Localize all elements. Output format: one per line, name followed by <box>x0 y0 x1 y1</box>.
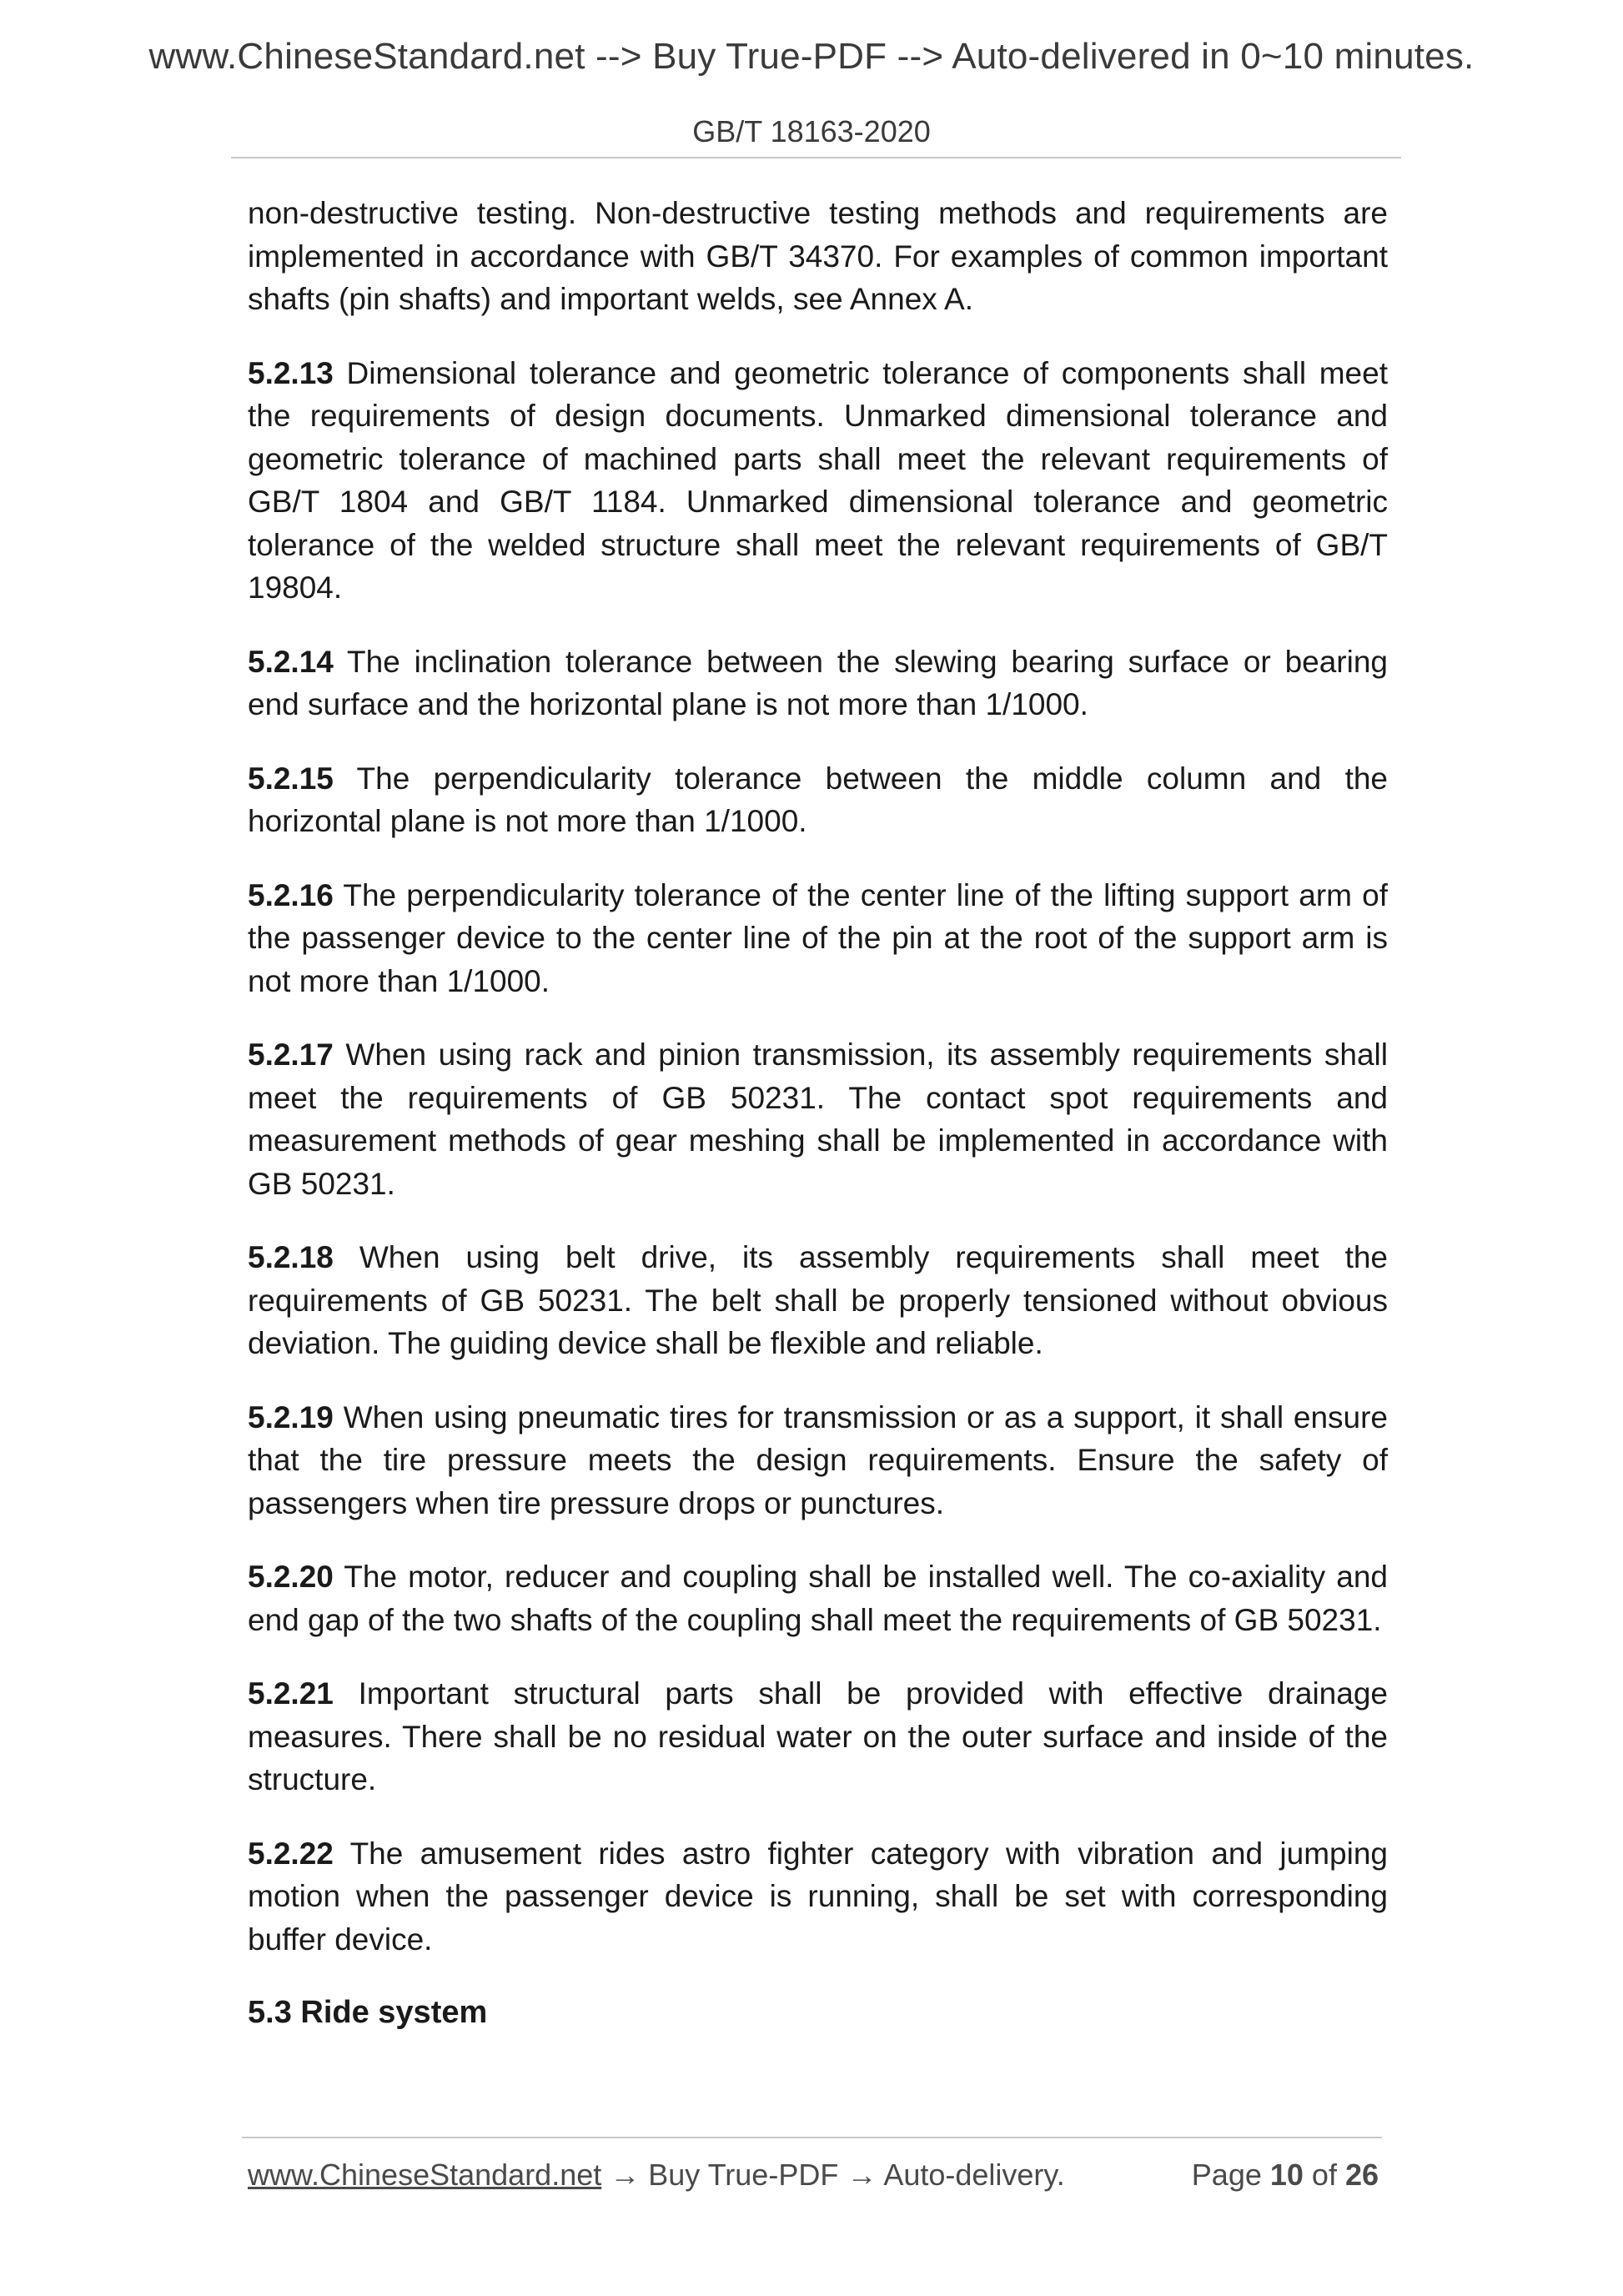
header-divider <box>231 157 1401 158</box>
page-label: Page <box>1191 2158 1270 2192</box>
clause-number: 5.2.17 <box>248 1037 334 1072</box>
standard-code: GB/T 18163-2020 <box>692 114 931 148</box>
clause-5-2-19 <box>248 1396 1388 1525</box>
clause-text: The inclination tolerance between the slewing bearing surface or bearing end surface and the horizontal plane is not more than 1/1000. <box>248 644 1388 721</box>
clause-number: 5.2.18 <box>248 1240 334 1274</box>
clause-number: 5.2.15 <box>248 761 334 796</box>
clause-5-2-18 <box>248 1236 1388 1365</box>
document-body <box>248 192 1388 2035</box>
clause-number: 5.2.19 <box>248 1399 334 1434</box>
footer-site-link[interactable]: www.ChineseStandard.net <box>248 2158 602 2192</box>
page-header <box>0 33 1623 152</box>
clause-number: 5.2.14 <box>248 644 334 679</box>
page-of-label: of <box>1303 2158 1345 2192</box>
footer-promo <box>248 2155 1065 2195</box>
clause-text: When using rack and pinion transmission, its assembly requirements shall meet the requirements of GB 50231. The contact spot requirements and measurement methods of gear meshing shall be implemented in accordance with GB 50231. <box>248 1037 1388 1201</box>
clause-5-2-20 <box>248 1555 1388 1641</box>
clause-text: The motor, reducer and coupling shall be installed well. The co-axiality and end gap of the two shafts of the coupling shall meet the requirements of GB 50231. <box>248 1560 1388 1637</box>
clause-text: When using pneumatic tires for transmission or as a support, it shall ensure that the tire pressure meets the design requirements. Ensure the safety of passengers when tire pressure drops or punctures. <box>248 1399 1388 1520</box>
clause-5-2-17 <box>248 1033 1388 1205</box>
clause-text: Dimensional tolerance and geometric tolerance of components shall meet the requirements of design documents. Unmarked dimensional tolerance and geometric tolerance of machined parts shall meet the relevant requirements of GB/T 1804 and GB/T 1184. Unmarked dimensional tolerance and geometric tolerance of the welded structure shall meet the relevant requirements of GB/T 19804. <box>248 355 1388 605</box>
clause-text: The perpendicularity tolerance between the middle column and the horizontal plane is not more than 1/1000. <box>248 761 1388 838</box>
clause-text: Important structural parts shall be provided with effective drainage measures. There shall be no residual water on the outer surface and inside of the structure. <box>248 1676 1388 1796</box>
clause-number: 5.2.16 <box>248 877 334 912</box>
clause-5-2-16 <box>248 874 1388 1003</box>
intro-paragraph: non-destructive testing. Non-destructive testing methods and requirements are implemented in accordance with GB/T 34370. For examples of common important shafts (pin shafts) and important welds, see Annex A. <box>248 196 1388 316</box>
page-indicator <box>1192 2155 1379 2195</box>
clause-number: 5.2.21 <box>248 1676 334 1711</box>
page-current: 10 <box>1269 2158 1304 2192</box>
clause-5-2-22 <box>248 1832 1388 1962</box>
clause-number: 5.2.13 <box>248 355 334 390</box>
clause-5-2-14 <box>248 641 1388 726</box>
clause-5-2-13 <box>248 352 1388 610</box>
clause-5-2-21 <box>248 1672 1388 1801</box>
clause-text: The amusement rides astro fighter category with vibration and jumping motion when the passenger device is running, shall be set with corresponding buffer device. <box>248 1836 1388 1957</box>
clause-text: The perpendicularity tolerance of the center line of the lifting support arm of the passenger device to the center line of the pin at the root of the support arm is not more than 1/1000. <box>248 877 1388 998</box>
page-total: 26 <box>1344 2158 1379 2192</box>
header-banner: www.ChineseStandard.net --> Buy True-PDF --> Auto-delivered in 0~10 minutes. <box>148 36 1475 77</box>
footer-promo-text: → Buy True-PDF → Auto-delivery. <box>601 2158 1065 2192</box>
section-heading: 5.3 Ride system <box>248 1995 488 2030</box>
clause-5-2-15 <box>248 757 1388 843</box>
clause-number: 5.2.22 <box>248 1836 334 1871</box>
clause-text: When using belt drive, its assembly requirements shall meet the requirements of GB 50231. The belt shall be properly tensioned without obvious deviation. The guiding device shall be flexible and reliable. <box>248 1240 1388 1360</box>
footer-divider <box>242 2137 1382 2138</box>
clause-number: 5.2.20 <box>248 1560 334 1594</box>
